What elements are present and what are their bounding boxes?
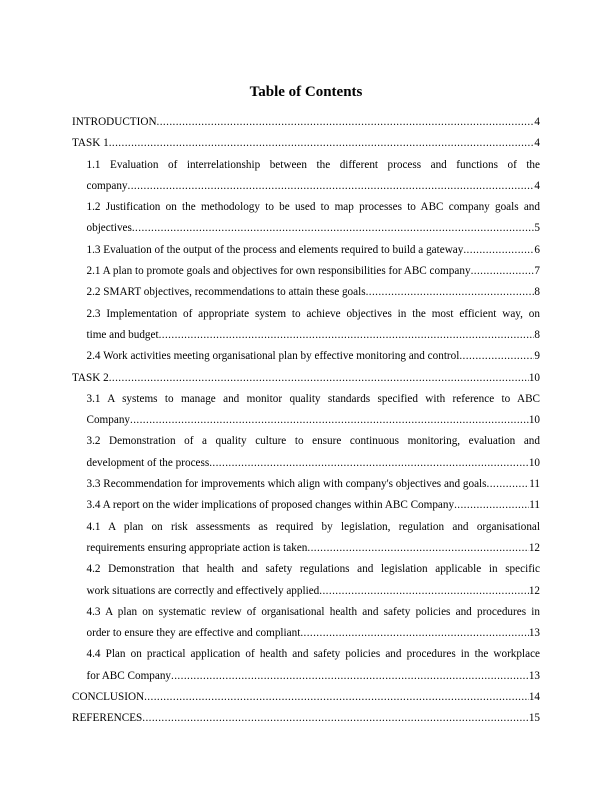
page-number: 4: [534, 137, 540, 150]
page-number: 13: [528, 669, 540, 682]
toc-entry-introduction[interactable]: INTRODUCTION ..... 4: [72, 112, 540, 133]
page-number: 8: [534, 328, 540, 341]
page-number: 5: [534, 222, 540, 235]
page-number: 10: [528, 414, 540, 427]
toc-entry-conclusion[interactable]: CONCLUSION ..... 14: [72, 687, 540, 708]
page-number: 10: [528, 371, 540, 384]
toc-list: [72, 112, 540, 730]
page-number: 12: [528, 541, 540, 554]
toc-entry-1-1[interactable]: 1.1 Evaluation of interrelationship between the different process and functions of the company ..... 4: [72, 155, 540, 198]
page-number: 13: [528, 627, 540, 640]
toc-entry-references[interactable]: REFERENCES ..... 15: [72, 708, 540, 729]
page-number: 9: [534, 350, 540, 363]
toc-entry-4-4[interactable]: 4.4 Plan on practical application of health and safety policies and procedures in the workplace for ABC Company ..... 13: [72, 644, 540, 687]
toc-entry-3-1[interactable]: 3.1 A systems to manage and monitor quality standards specified with reference to ABC Company ..... 10: [72, 389, 540, 432]
page-number: 11: [529, 478, 540, 491]
page-number: 12: [528, 584, 540, 597]
page-number: 15: [528, 712, 540, 725]
page-number: 14: [528, 691, 540, 704]
toc-entry-1-3[interactable]: 1.3 Evaluation of the output of the process and elements required to build a gateway ..... 6: [72, 240, 540, 261]
toc-entry-2-1[interactable]: 2.1 A plan to promote goals and objectives for own responsibilities for ABC company ..... 7: [72, 261, 540, 282]
page-number: 11: [529, 499, 540, 512]
page-number: 7: [534, 265, 540, 278]
toc-entry-3-2[interactable]: 3.2 Demonstration of a quality culture to ensure continuous monitoring, evaluation and development of the process ..... 10: [72, 431, 540, 474]
toc-entry-task-1[interactable]: TASK 1 ..... 4: [72, 133, 540, 154]
toc-entry-2-4[interactable]: 2.4 Work activities meeting organisational plan by effective monitoring and control ..... 9: [72, 346, 540, 367]
toc-entry-1-2[interactable]: 1.2 Justification on the methodology to be used to map processes to ABC company goals and objectives ..... 5: [72, 197, 540, 240]
page-number: 4: [534, 179, 540, 192]
page-number: 10: [528, 456, 540, 469]
page-number: 4: [534, 116, 540, 128]
toc-title: Table of Contents: [249, 84, 363, 100]
toc-entry-4-3[interactable]: 4.3 A plan on systematic review of organisational health and safety policies and procedures in order to ensure they are effective and compliant ..... 13: [72, 602, 540, 645]
toc-entry-2-2[interactable]: 2.2 SMART objectives, recommendations to attain these goals ..... 8: [72, 282, 540, 303]
toc-entry-3-4[interactable]: 3.4 A report on the wider implications of proposed changes within ABC Company ..... 11: [72, 495, 540, 516]
toc-entry-task-2[interactable]: TASK 2 ..... 10: [72, 368, 540, 389]
toc-entry-4-1[interactable]: 4.1 A plan on risk assessments as required by legislation, regulation and organisational requirements ensuring appropriate action is taken ..... 12: [72, 517, 540, 560]
toc-entry-3-3[interactable]: 3.3 Recommendation for improvements which align with company's objectives and goals ..... 11: [72, 474, 540, 495]
toc-entry-4-2[interactable]: 4.2 Demonstration that health and safety regulations and legislation applicable in specific work situations are correctly and effectively applied ..... 12: [72, 559, 540, 602]
toc-entry-2-3[interactable]: 2.3 Implementation of appropriate system to achieve objectives in the most efficient way, on time and budget ..... 8: [72, 304, 540, 347]
page-number: 8: [534, 286, 540, 299]
page-number: 6: [534, 243, 540, 256]
